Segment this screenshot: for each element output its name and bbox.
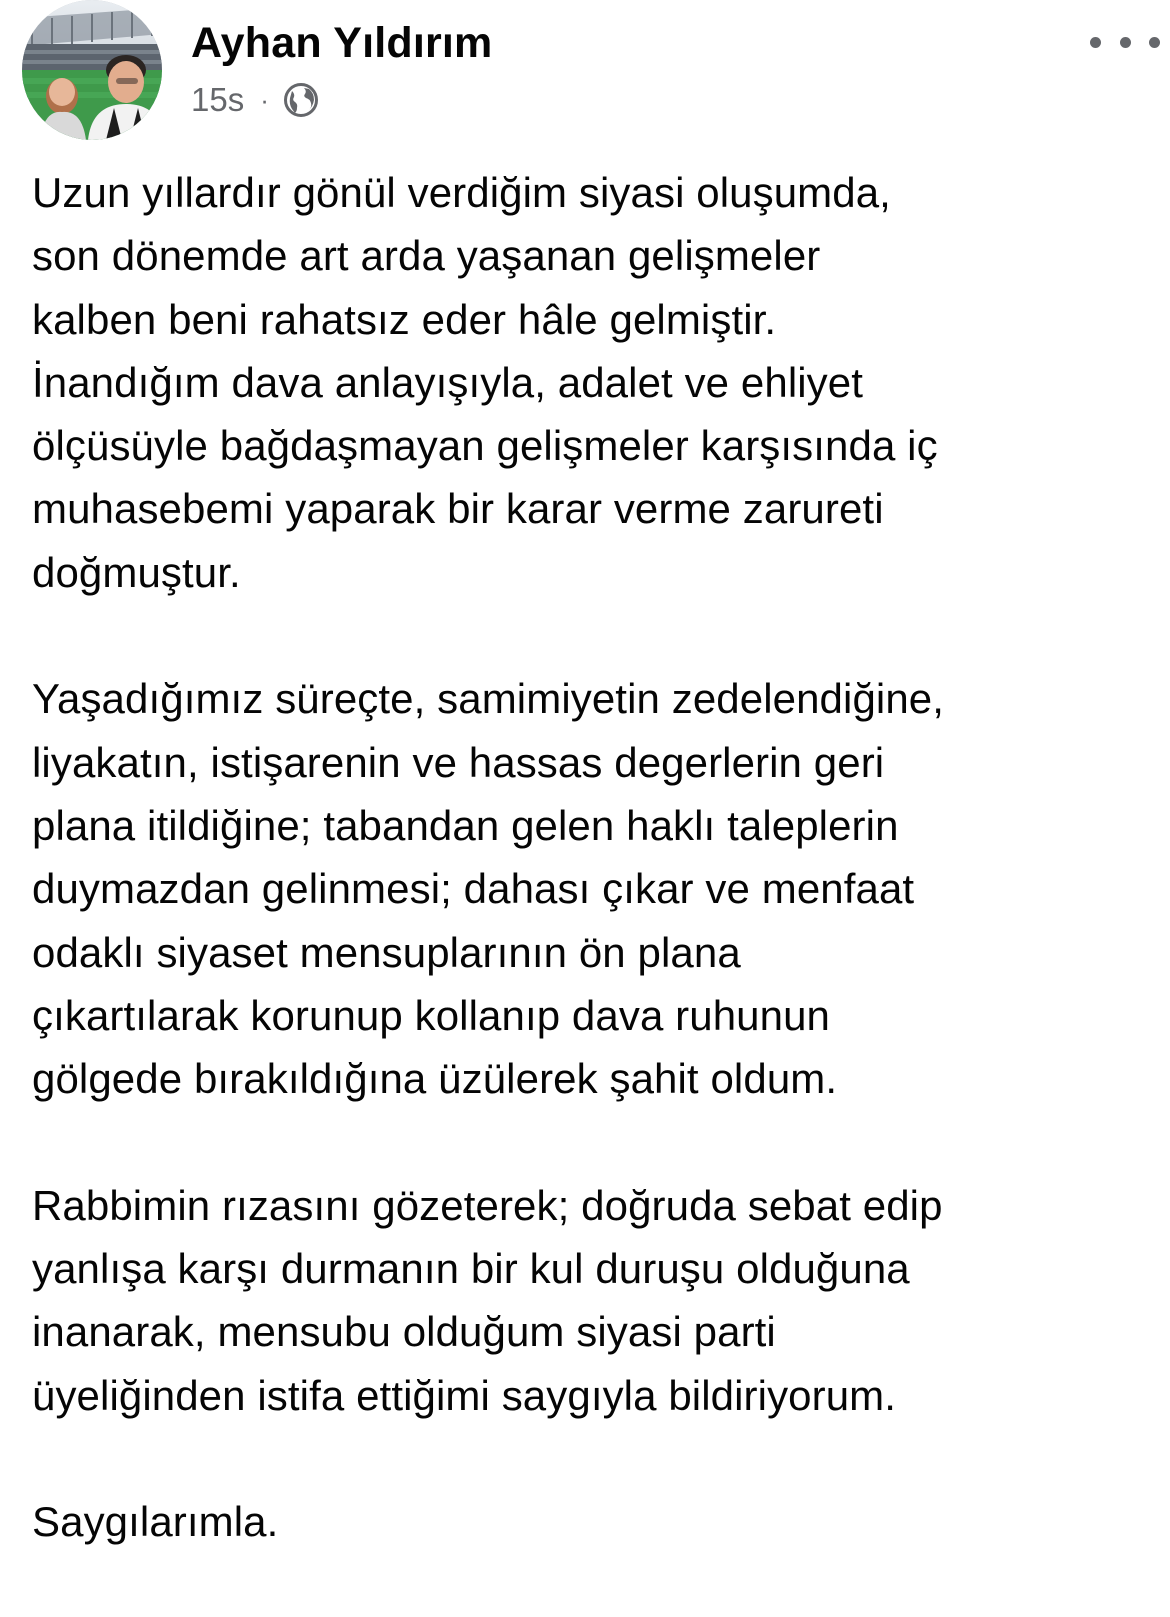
post-text-line: inanarak, mensubu olduğum siyasi parti: [32, 1308, 776, 1356]
post-paragraph: [32, 667, 1152, 1110]
post-text-line: çıkartılarak korunup kollanıp dava ruhunun: [32, 991, 831, 1039]
post-text-line: Saygılarımla.: [32, 1498, 279, 1546]
post-text-line: Uzun yıllardır gönül verdiğim siyasi oluşumda,: [32, 169, 891, 216]
avatar-photo: [22, 0, 162, 140]
globe-icon[interactable]: [283, 82, 319, 118]
post-meta: [191, 80, 319, 120]
author-name[interactable]: Ayhan Yıldırım: [191, 19, 493, 67]
post-text-line: muhasebemi yaparak bir karar verme zarureti: [32, 485, 884, 533]
post-timestamp[interactable]: 15s: [191, 81, 245, 118]
post-text-line: İnandığım dava anlayışıyla, adalet ve ehliyet: [32, 358, 864, 406]
post-text-line: doğmuştur.: [32, 548, 241, 596]
post-header: [0, 0, 1170, 150]
avatar[interactable]: [22, 0, 162, 140]
post-text-line: liyakatın, istişarenin ve hassas degerlerin geri: [32, 738, 885, 786]
post-text-line: kalben beni rahatsız eder hâle gelmiştir.: [32, 295, 777, 343]
meta-separator: ·: [260, 84, 269, 115]
post-text-line: yanlışa karşı durmanın bir kul duruşu olduğuna: [32, 1245, 910, 1293]
post-text-line: plana itildiğine; tabandan gelen haklı taleplerin: [32, 801, 899, 849]
post-text-line: ölçüsüyle bağdaşmayan gelişmeler karşısında iç: [32, 422, 938, 470]
more-horizontal-icon: [1090, 37, 1101, 48]
post-paragraph: [32, 161, 1152, 604]
post-paragraph: [32, 1174, 1152, 1427]
post-text: [32, 161, 1152, 1617]
post-text-line: Yaşadığımız süreçte, samimiyetin zedelendiğine,: [32, 675, 945, 723]
post-text-line: Rabbimin rızasını gözeterek; doğruda sebat edip: [32, 1181, 943, 1229]
post-text-line: duymazdan gelinmesi; dahası çıkar ve menfaat: [32, 865, 915, 913]
post-text-line: odaklı siyaset mensuplarının ön plana: [32, 928, 741, 976]
more-options-button[interactable]: [1090, 22, 1160, 62]
post-paragraph: [32, 1490, 1152, 1553]
post-text-line: üyeliğinden istifa ettiğimi saygıyla bildiriyorum.: [32, 1371, 897, 1419]
post-text-line: son dönemde art arda yaşanan gelişmeler: [32, 232, 821, 280]
post-text-line: gölgede bırakıldığına üzülerek şahit oldum.: [32, 1055, 838, 1103]
